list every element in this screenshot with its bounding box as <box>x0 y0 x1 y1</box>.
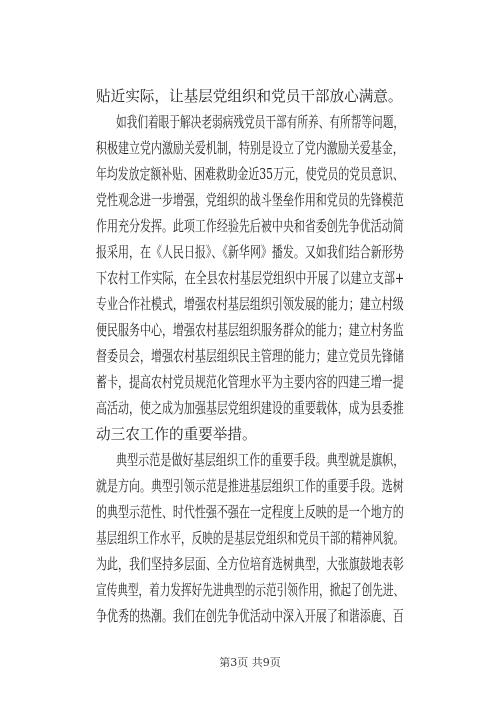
text-line: 党性观念进一步增强，党组织的战斗堡垒作用和党员的先锋模范 <box>96 192 404 209</box>
text-line: 如我们着眼于解决老弱病残党员干部有所养、有所帮等问题， <box>116 114 405 131</box>
text-line: 作用充分发挥。此项工作经验先后被中央和省委创先争优活动简 <box>96 218 404 235</box>
text-line: 高活动，使之成为加强基层党组织建设的重要载体，成为县委推 <box>96 400 404 417</box>
text-line: 为此，我们坚持多层面、全方位培育选树典型，大张旗鼓地表彰 <box>96 556 404 573</box>
text-line: 争优秀的热潮。我们在创先争优活动中深入开展了和谐添鹿、百 <box>96 608 404 625</box>
text-line: 基层组织工作水平，反映的是基层党组织和党员干部的精神风貌。 <box>96 530 405 547</box>
text-line: 就是方向。典型引领示范是推进基层组织工作的重要手段。选树 <box>96 478 404 495</box>
text-line: 贴近实际，让基层党组织和党员干部放心满意。 <box>96 88 403 105</box>
text-line: 督委员会，增强农村基层组织民主管理的能力；建立党员先锋储 <box>96 348 404 365</box>
page-number: 第3页 共9页 <box>219 656 281 669</box>
text-line: 典型示范是做好基层组织工作的重要手段。典型就是旗帜， <box>116 452 405 469</box>
text-line: 下农村工作实际，在全县农村基层党组织中开展了以建立支部+ <box>96 270 405 287</box>
text-line: 专业合作社模式，增强农村基层组织引领发展的能力；建立村级 <box>96 296 404 313</box>
text-line: 积极建立党内激励关爱机制，特别是设立了党内激励关爱基金， <box>96 140 404 157</box>
text-line: 宣传典型，着力发挥好先进典型的示范引领作用，掀起了创先进、 <box>96 582 405 599</box>
text-line: 报采用，在《人民日报》、《新华网》播发。又如我们结合新形势 <box>96 244 404 261</box>
text-line: 便民服务中心，增强农村基层组织服务群众的能力；建立村务监 <box>96 322 404 339</box>
text-line: 年均发放定额补贴、困难救助金近35万元，使党员的党员意识、 <box>96 166 404 183</box>
text-line: 的典型示范性、时代性强不强在一定程度上反映的是一个地方的 <box>96 504 404 521</box>
text-line: 蓄卡，提高农村党员规范化管理水平为主要内容的四建三增一提 <box>96 374 404 391</box>
text-line: 动三农工作的重要举措。 <box>96 426 257 443</box>
